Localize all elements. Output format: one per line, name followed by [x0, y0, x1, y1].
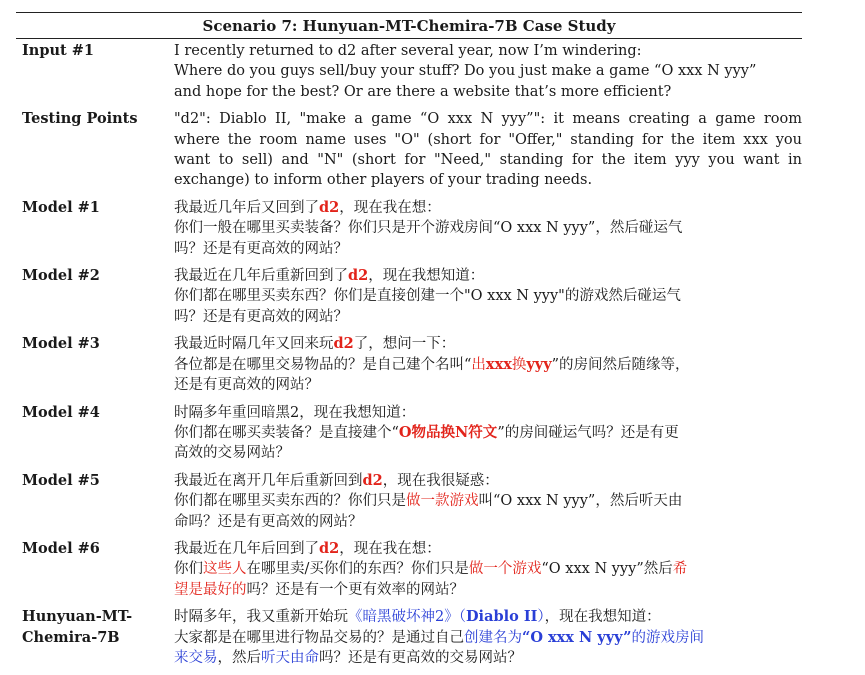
- text-segment: I recently returned to d2 after several year, now I’m windering:: [174, 43, 642, 59]
- text-segment: 叫“O xxx N yyy”，然后听天由: [478, 493, 683, 510]
- text-segment: exchange) to inform other players of your trading needs.: [174, 172, 593, 189]
- row-label: Input #1: [22, 42, 94, 59]
- highlighted-text: xxx: [485, 355, 512, 373]
- table-title: Scenario 7: Hunyuan-MT-Chemira-7B Case Study: [202, 17, 616, 35]
- row-content: [174, 607, 802, 668]
- text-segment: 你们: [174, 561, 203, 578]
- row-content: [174, 539, 802, 600]
- row-model-2: [16, 266, 802, 327]
- text-segment: 还是有更高效的网站？: [174, 377, 319, 394]
- highlighted-text: 的游戏房间: [631, 629, 704, 646]
- highlighted-text: d2: [319, 198, 340, 216]
- content-line: [174, 491, 802, 511]
- highlighted-text: “O xxx N yyy”: [522, 628, 632, 646]
- content-line: [174, 375, 802, 395]
- content-line: [174, 648, 802, 668]
- row-label: Model #1: [22, 198, 100, 216]
- row-label: Testing Points: [22, 110, 138, 128]
- text-segment: ，现在我在想：: [339, 199, 441, 216]
- text-segment: where the room name uses "O" (short for "Offer," standing for the item xxx you: [174, 131, 802, 148]
- text-segment: 你们都在哪买卖装备？是直接建个“: [174, 424, 399, 441]
- highlighted-text: O物品换N符文: [398, 423, 498, 441]
- content-line: [174, 423, 802, 443]
- text-segment: 你们一般在哪里买卖装备？你们只是开个游戏房间“O xxx N yyy”，然后碰运气: [174, 220, 683, 237]
- text-segment: 我最近在几年后回到了: [174, 540, 319, 557]
- text-segment: "d2": Diablo II, "make a game “O xxx N yyy”": it means creating a game room: [174, 111, 802, 128]
- highlighted-text: 做一款游戏: [406, 493, 479, 510]
- highlighted-text: 希: [672, 561, 688, 578]
- table-body: [16, 41, 802, 668]
- text-segment: 时隔多年重回暗黑2，现在我想知道：: [174, 404, 416, 421]
- row-label: Model #3: [22, 335, 100, 353]
- content-line: [174, 239, 802, 259]
- highlighted-text: 来交易: [174, 649, 218, 666]
- content-line: [174, 471, 802, 491]
- text-segment: 你们都在哪里买卖东西？你们是直接创建一个"O xxx N yyy"的游戏然后碰运气: [174, 288, 681, 305]
- content-line: [174, 109, 802, 129]
- row-model-4: [16, 403, 802, 464]
- highlighted-text: d2: [362, 471, 383, 489]
- content-line: [174, 403, 802, 423]
- content-line: [174, 559, 802, 579]
- text-segment: 我最近在离开几年后重新回到: [174, 472, 363, 489]
- text-segment: 吗？还是有更高效的交易网站？: [319, 649, 522, 666]
- highlighted-text: 《暗黑破坏神2》（: [348, 609, 466, 626]
- highlighted-text: 这些人: [203, 561, 247, 578]
- content-line: [174, 198, 802, 218]
- highlighted-text: d2: [348, 267, 369, 285]
- text-segment: 高效的交易网站？: [174, 445, 290, 462]
- row-input-1: [16, 41, 802, 102]
- highlighted-text: 听天由命: [261, 649, 319, 666]
- text-segment: 吗？还是有更高效的网站？: [174, 308, 348, 325]
- text-segment: 吗？还是有更高效的网站？: [174, 240, 348, 257]
- content-line: [174, 512, 802, 532]
- row-content: [174, 471, 802, 532]
- text-segment: ，现在我很疑惑：: [382, 472, 499, 489]
- text-segment: ”的房间碰运气吗？还是有更: [497, 424, 679, 441]
- highlighted-text: 望是最好的: [174, 581, 247, 598]
- row-hunyuan-mt-chemira-7b: [16, 607, 802, 668]
- row-model-5: [16, 471, 802, 532]
- highlighted-text: 做一个游戏: [468, 561, 542, 578]
- text-segment: 大家都是在哪里进行物品交易的？是通过自己: [174, 629, 464, 646]
- text-segment: 我最近几年后又回到了: [174, 199, 319, 216]
- highlighted-text: yyy: [526, 355, 552, 373]
- text-segment: 在哪里卖/买你们的东西？你们只是: [246, 561, 469, 578]
- text-segment: 命吗？还是有更高效的网站？: [174, 513, 363, 530]
- row-testing-points: [16, 109, 802, 191]
- text-segment: 各位都是在哪里交易物品的？是自己建个名叫“: [174, 356, 472, 373]
- row-content: [174, 109, 802, 191]
- highlighted-text: ）: [537, 609, 545, 626]
- row-model-3: [16, 334, 802, 395]
- text-segment: Where do you guys sell/buy your stuff? Do you just make a game “O xxx N yyy”: [174, 63, 757, 80]
- content-line: [174, 82, 802, 102]
- text-segment: ，现在我在想：: [339, 540, 441, 557]
- content-line: [174, 539, 802, 559]
- row-label: Model #2: [22, 267, 100, 285]
- highlighted-text: 换: [511, 356, 527, 373]
- content-line: [174, 41, 802, 61]
- row-content: [174, 198, 802, 259]
- text-segment: ”的房间然后随缘等，: [551, 356, 690, 373]
- row-label: Hunyuan-MT- Chemira-7B: [22, 608, 133, 646]
- content-line: [174, 334, 802, 354]
- highlighted-text: 创建名为: [464, 629, 522, 646]
- row-model-1: [16, 198, 802, 259]
- text-segment: 你们都在哪里买卖东西的？你们只是: [174, 493, 406, 510]
- content-line: [174, 607, 802, 627]
- highlighted-text: d2: [333, 335, 354, 353]
- content-line: [174, 355, 802, 375]
- text-segment: 时隔多年，我又重新开始玩: [174, 609, 348, 626]
- text-segment: and hope for the best? Or are there a website that’s more efficient?: [174, 83, 672, 100]
- row-content: [174, 403, 802, 464]
- content-line: [174, 150, 802, 170]
- content-line: [174, 130, 802, 150]
- text-segment: 我最近在几年后重新回到了: [174, 268, 348, 285]
- content-line: [174, 580, 802, 600]
- content-line: [174, 628, 802, 648]
- row-content: [174, 334, 802, 395]
- text-segment: ，现在我想知道：: [368, 268, 485, 285]
- text-segment: 我最近时隔几年又回来玩: [174, 336, 334, 353]
- highlighted-text: d2: [319, 539, 340, 557]
- text-segment: 吗？还是有一个更有效率的网站？: [246, 581, 464, 598]
- content-line: [174, 443, 802, 463]
- text-segment: “O xxx N yyy”然后: [541, 561, 673, 578]
- row-label: Model #5: [22, 471, 100, 489]
- content-line: [174, 218, 802, 238]
- content-line: [174, 170, 802, 190]
- text-segment: ，现在我想知道：: [544, 609, 661, 626]
- content-line: [174, 266, 802, 286]
- text-segment: ，然后: [217, 649, 261, 666]
- row-content: [174, 266, 802, 327]
- highlighted-text: Diablo II: [465, 608, 538, 626]
- row-label: Model #6: [22, 539, 100, 557]
- case-study-table: [16, 12, 802, 668]
- row-model-6: [16, 539, 802, 600]
- content-line: [174, 61, 802, 81]
- title-rule: [16, 38, 802, 39]
- text-segment: 了，想问一下：: [353, 336, 456, 353]
- text-segment: want to sell) and "N" (short for "Need," standing for the item yyy you want in: [174, 152, 802, 169]
- content-line: [174, 286, 802, 306]
- content-line: [174, 307, 802, 327]
- row-content: [174, 41, 802, 102]
- row-label: Model #4: [22, 403, 100, 421]
- highlighted-text: 出: [471, 356, 486, 373]
